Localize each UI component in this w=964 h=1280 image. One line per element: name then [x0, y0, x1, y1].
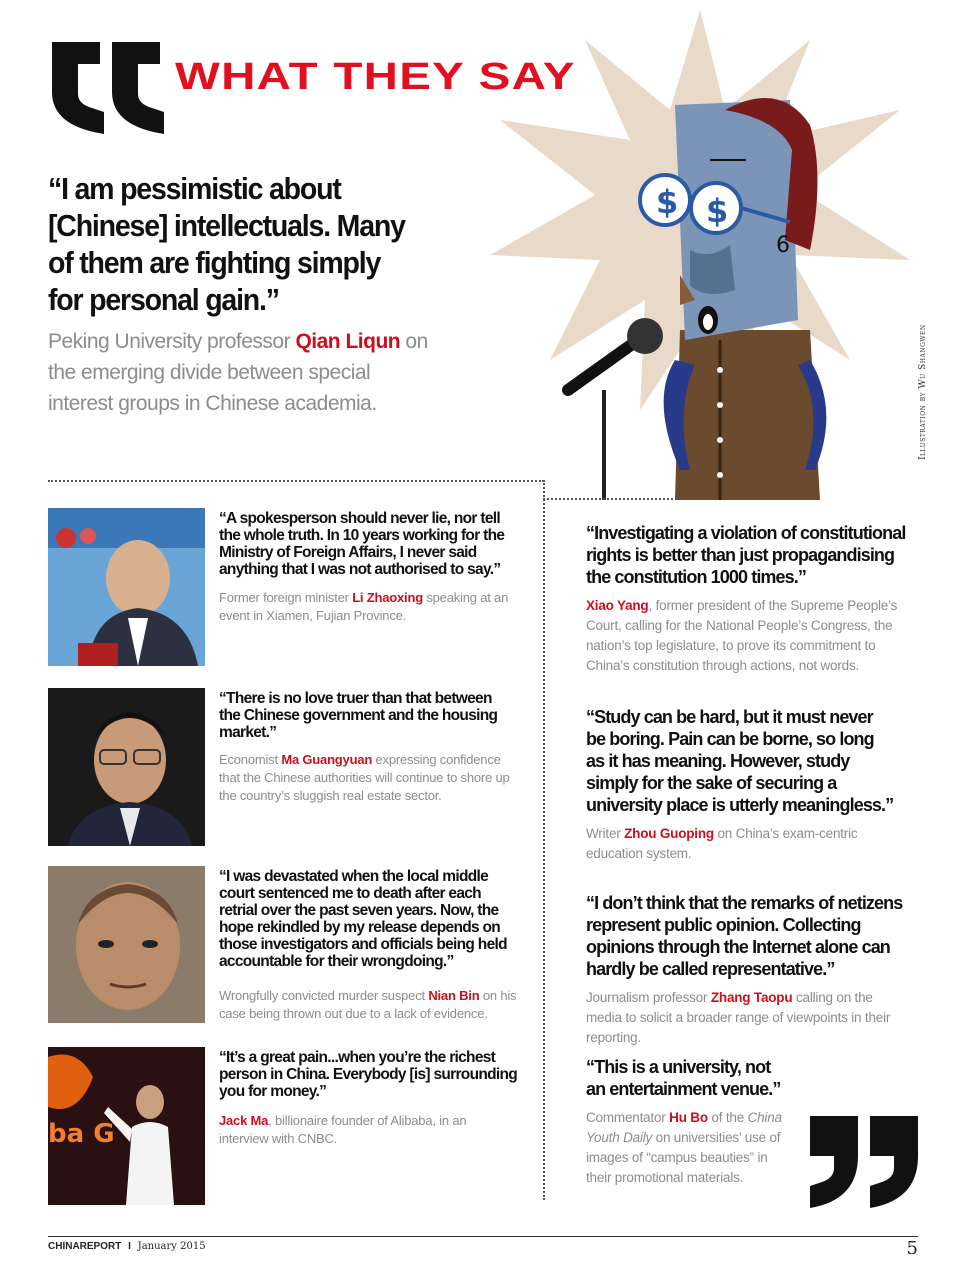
attr-text: expressing confidence that the Chinese authorities will continue to shore up the country’s sluggish real estate sector.	[219, 752, 510, 803]
attr-text: on the emerging divide between special interest groups in Chinese academia.	[48, 330, 428, 415]
attr-text: on his case being thrown out due to a lack of evidence.	[219, 988, 517, 1021]
illustration-credit: Illustration by Wu Shangwen	[918, 324, 928, 460]
photo-nian-bin	[48, 866, 205, 1023]
attr-text: calling on the media to solicit a broader range of viewpoints in their reporting.	[586, 990, 891, 1045]
attr-text: Journalism professor	[586, 990, 711, 1005]
attr-text: Wrongfully convicted murder suspect	[219, 988, 429, 1003]
attr-text: Peking University professor	[48, 330, 296, 353]
speaker-name: Zhou Guoping	[624, 826, 714, 841]
attr-text: Commentator	[586, 1110, 670, 1125]
photo-li-zhaoxing	[48, 508, 205, 666]
divider-dotted-vertical	[543, 480, 545, 1200]
speaker-name: Jack Ma	[219, 1113, 269, 1128]
attribution-zhang-taopu	[586, 988, 906, 1048]
attr-text: on China’s exam-centric education system.	[586, 826, 858, 861]
quote-zhou-guoping: “Study can be hard, but it must never be boring. Pain can be borne, so long as it has meaning. However, study simply for the sake of securing a university place is utterly meaningless.”	[586, 707, 894, 815]
attribution-li-zhaoxing	[219, 589, 509, 625]
speaker-name: Nian Bin	[428, 988, 480, 1003]
footer-separator: I	[128, 1241, 131, 1252]
footer-rule	[48, 1236, 918, 1237]
quote-hu-bo: “This is a university, not an entertainment venue.”	[586, 1057, 781, 1099]
speaker-name: Zhang Taopu	[710, 990, 793, 1005]
dollar-sign-right: $	[706, 192, 729, 230]
quote-ma-guangyuan: “There is no love truer than that between the Chinese government and the housing market.”	[219, 690, 498, 741]
quote-jack-ma: “It’s a great pain...when you’re the richest person in China. Everybody [is] surrounding you for money.”	[219, 1049, 518, 1100]
attribution-jack-ma	[219, 1112, 519, 1148]
close-quote-mark	[806, 1116, 924, 1208]
svg-text:ba G: ba G	[48, 1119, 115, 1149]
microphone-head	[627, 318, 663, 354]
quote-nian-bin: “I was devastated when the local middle court sentenced me to death after each retrial over the past seven years. Now, the hope rekindled by my release depends on those investigators and officials being held accountable for their wrongdoing.”	[219, 868, 507, 970]
page-title: WHAT THEY SAY	[175, 56, 576, 98]
footer-date: January 2015	[137, 1241, 206, 1252]
attr-text: of the	[707, 1110, 748, 1125]
publication-name: China Youth Daily	[586, 1110, 782, 1145]
attr-text: Writer	[586, 826, 625, 841]
speaker-name: Ma Guangyuan	[281, 752, 373, 767]
page-number: 5	[906, 1238, 918, 1259]
attribution-ma-guangyuan	[219, 751, 519, 805]
ear-number: 6	[776, 233, 790, 258]
figure-coat	[675, 330, 820, 500]
attr-text: , former president of the Supreme People’s Court, calling for the National People’s Congress, the nation’s top legislature, to prove its commitment to China’s constitution through actions, not words.	[586, 598, 898, 673]
attr-text: speaking at an event in Xiamen, Fujian Province.	[219, 590, 509, 623]
speaker-name: Li Zhaoxing	[352, 590, 423, 605]
speaker-name: Qian Liqun	[295, 330, 401, 353]
attr-text: Economist	[219, 752, 282, 767]
attribution-hu-bo	[586, 1108, 786, 1188]
quote-xiao-yang: “Investigating a violation of constitutional rights is better than just propagandising the constitution 1000 times.”	[586, 523, 906, 587]
divider-dotted	[543, 498, 681, 500]
attr-text: Former foreign minister	[219, 590, 353, 605]
dollar-sign-left: $	[656, 183, 679, 221]
divider-dotted	[48, 480, 544, 482]
attr-text: on universities’ use of images of “campus beauties” in their promotional materials.	[586, 1130, 781, 1185]
attr-text: , billionaire founder of Alibaba, in an interview with CNBC.	[219, 1113, 467, 1146]
open-quote-mark	[48, 42, 166, 134]
footer	[48, 1241, 206, 1252]
speaker-name: Hu Bo	[669, 1110, 708, 1125]
main-quote: “I am pessimistic about [Chinese] intellectuals. Many of them are fighting simply for personal gain.”	[48, 171, 405, 317]
attribution-zhou-guoping	[586, 824, 906, 864]
illustration-starburst	[480, 0, 920, 500]
footer-brand: CHINAREPORT	[48, 1241, 122, 1252]
quote-li-zhaoxing: “A spokesperson should never lie, nor tell the whole truth. In 10 years working for the Ministry of Foreign Affairs, I never said anything that I was not authorised to say.”	[219, 510, 505, 578]
attribution-xiao-yang	[586, 596, 906, 676]
quote-zhang-taopu: “I don’t think that the remarks of netizens represent public opinion. Collecting opinions through the Internet alone can hardly be called representative.”	[586, 893, 903, 979]
microphone-handle	[568, 340, 638, 390]
photo-ma-guangyuan	[48, 688, 205, 846]
photo-jack-ma	[48, 1047, 205, 1205]
speaker-name: Xiao Yang	[586, 598, 649, 613]
main-attribution	[48, 326, 428, 419]
attribution-nian-bin	[219, 987, 519, 1023]
